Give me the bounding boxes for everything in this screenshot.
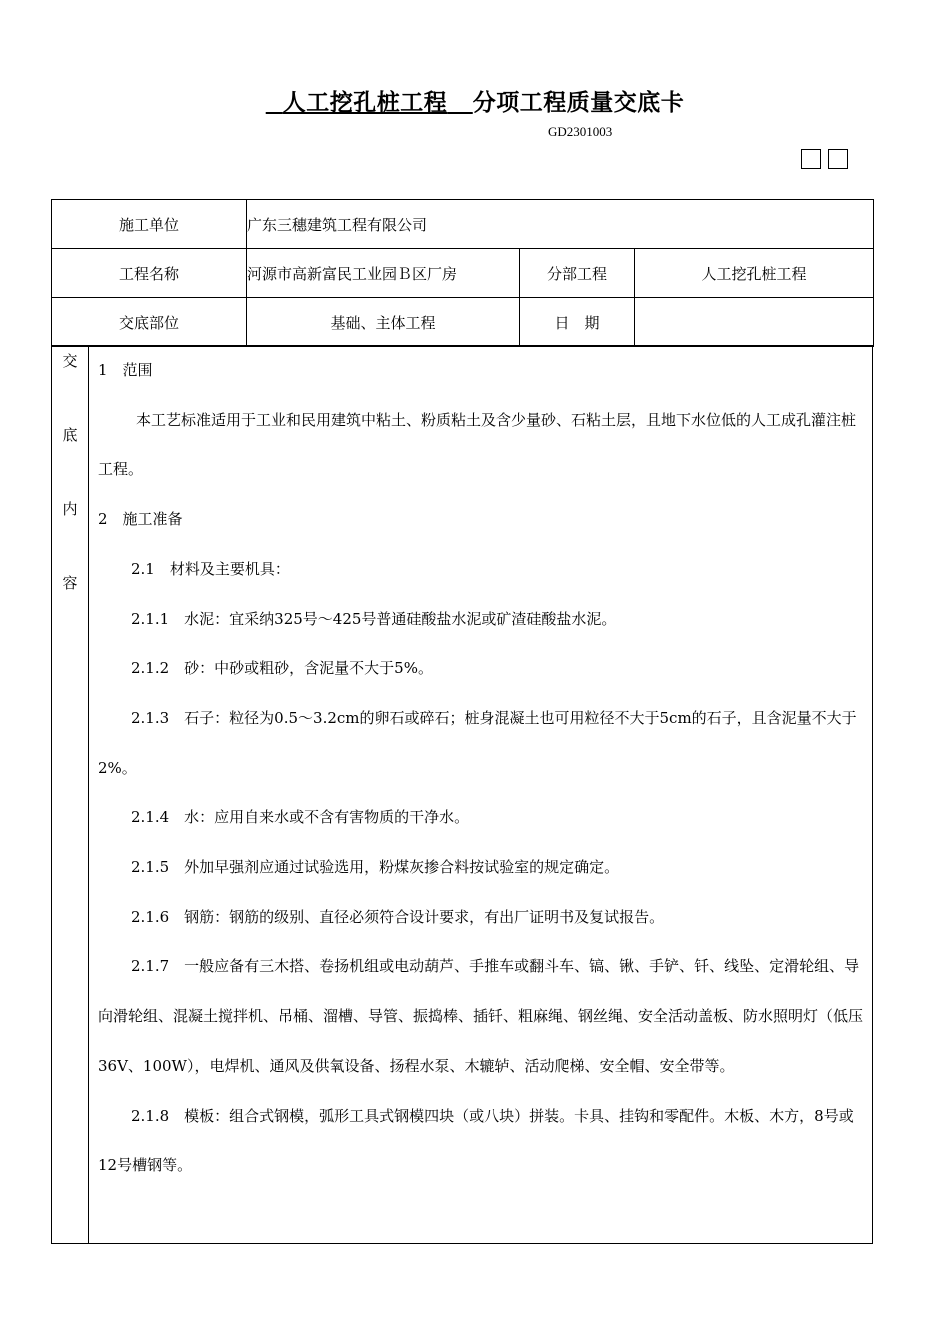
value-project-name: 河源市高新富民工业园Ｂ区厂房 [247, 249, 520, 298]
page-title [0, 84, 950, 117]
title-card-name: 分项工程质量交底卡 [472, 89, 685, 116]
paragraph-scope: 本工艺标准适用于工业和民用建筑中粘土、粉质粘土及含少量砂、石粘土层，且地下水位低的人工成孔灌注桩工程。 [98, 410, 857, 479]
item-admixture: 2.1.5 外加早强剂应通过试验选用，粉煤灰掺合料按试验室的规定确定。 [131, 858, 620, 877]
section-heading-preparation: 2 施工准备 [98, 510, 183, 529]
content-body [98, 346, 866, 1191]
row-project-name [52, 249, 874, 298]
item-equipment: 2.1.7 一般应备有三木搭、卷扬机组或电动葫芦、手推车或翻斗车、镐、锹、手铲、钎、线坠、定滑轮组、导向滑轮组、混凝土搅拌机、吊桶、溜槽、导管、振捣棒、插钎、粗麻绳、钢丝绳、安全活动盖板、防水照明灯（低压36V、100W），电焊机、通风及供氧设备、扬程水泵、木辘轳、活动爬梯、安全帽、安全带等。 [98, 957, 864, 1075]
side-label-column [52, 346, 89, 1243]
item-sand: 2.1.2 砂：中砂或粗砂，含泥量不大于5%。 [131, 659, 433, 678]
label-sub-project: 分部工程 [520, 249, 635, 298]
item-rebar: 2.1.6 钢筋：钢筋的级别、直径必须符合设计要求，有出厂证明书及复试报告。 [131, 907, 665, 926]
value-date[interactable] [635, 298, 874, 347]
side-char-1: 交 [62, 352, 78, 370]
value-construction-unit: 广东三穗建筑工程有限公司 [247, 200, 874, 249]
side-char-2: 底 [62, 426, 78, 444]
subheading-materials: 2.1 材料及主要机具： [131, 559, 290, 578]
row-construction-unit [52, 200, 874, 249]
checkbox-1[interactable] [801, 149, 821, 169]
checkbox-2[interactable] [828, 149, 848, 169]
label-date: 日 期 [520, 298, 635, 347]
label-disclosure-part: 交底部位 [52, 298, 247, 347]
side-char-3: 内 [62, 500, 78, 518]
info-table [51, 199, 874, 347]
document-code: GD2301003 [548, 124, 613, 139]
value-sub-project: 人工挖孔桩工程 [635, 249, 874, 298]
label-construction-unit: 施工单位 [52, 200, 247, 249]
section-heading-scope: 1 范围 [98, 361, 153, 379]
label-project-name: 工程名称 [52, 249, 247, 298]
item-stone: 2.1.3 石子：粒径为0.5～3.2cm的卵石或碎石；桩身混凝土也可用粒径不大于5cm的石子，且含泥量不大于2%。 [98, 708, 857, 777]
side-char-4: 容 [62, 574, 78, 592]
row-disclosure-part [52, 298, 874, 347]
item-water: 2.1.4 水：应用自来水或不含有害物质的干净水。 [131, 808, 470, 827]
title-project-name: 人工挖孔桩工程 [282, 89, 448, 116]
value-disclosure-part: 基础、主体工程 [247, 298, 520, 347]
item-cement: 2.1.1 水泥：宜采纳325号～425号普通硅酸盐水泥或矿渣硅酸盐水泥。 [131, 609, 617, 628]
disclosure-content-section [51, 345, 873, 1244]
item-formwork: 2.1.8 模板：组合式钢模，弧形工具式钢模四块（或八块）拼装。卡具、挂钩和零配件。木板、木方，8号或12号槽钢等。 [98, 1106, 854, 1175]
